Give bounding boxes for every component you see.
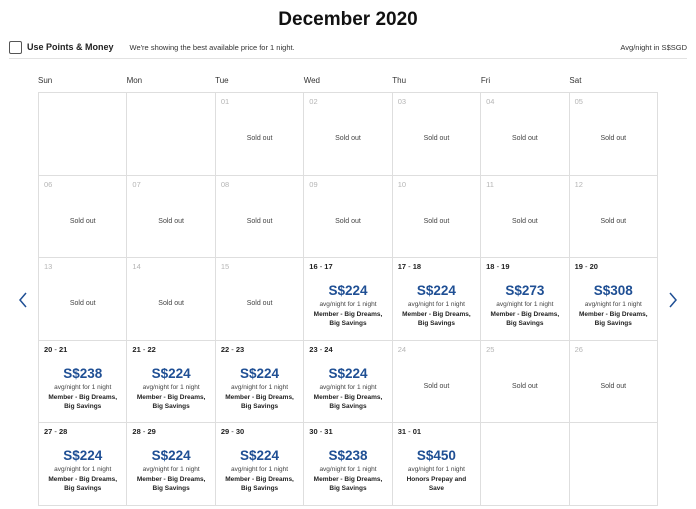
check-in-date: 23 bbox=[309, 344, 318, 354]
check-in-date: 27 bbox=[44, 427, 53, 437]
use-points-label[interactable]: Use Points & Money bbox=[27, 42, 114, 52]
check-in-date: 20 bbox=[44, 344, 53, 354]
cell-date: 07 bbox=[132, 179, 141, 189]
calendar-cell[interactable] bbox=[39, 423, 127, 506]
avg-night-label: avg/night for 1 night bbox=[319, 383, 377, 391]
nightly-price: S$224 bbox=[240, 448, 280, 464]
check-out-date: 31 bbox=[324, 427, 333, 437]
check-in-date: 22 bbox=[220, 344, 230, 354]
cell-date: 04 bbox=[486, 97, 495, 106]
rate-plan-name: Member - Big Dreams, Big Savings bbox=[136, 393, 206, 410]
cell-date: 03 bbox=[397, 97, 407, 106]
calendar-cell bbox=[570, 93, 658, 176]
sold-out-label: Sold out bbox=[246, 217, 273, 225]
nightly-price: S$224 bbox=[151, 365, 191, 381]
cell-date: 14 bbox=[132, 262, 141, 272]
cell-date: 06 bbox=[44, 179, 53, 189]
weekday-tue: Tue bbox=[215, 76, 229, 85]
price-block bbox=[127, 449, 214, 493]
best-price-info: We're showing the best available price for 1 night. bbox=[129, 42, 295, 52]
chevron-left-icon[interactable] bbox=[16, 291, 30, 309]
price-block bbox=[39, 449, 126, 493]
cell-date-range bbox=[44, 345, 67, 354]
cell-date-range bbox=[221, 427, 244, 436]
nightly-price: S$308 bbox=[593, 283, 633, 299]
sold-out-label: Sold out bbox=[423, 217, 450, 225]
price-block bbox=[127, 367, 214, 411]
calendar-cell bbox=[481, 176, 569, 259]
rate-plan-name: Member - Big Dreams, Big Savings bbox=[313, 393, 383, 410]
cell-date-range bbox=[398, 427, 421, 436]
price-block bbox=[304, 367, 391, 411]
check-out-date: 24 bbox=[324, 344, 333, 354]
rate-plan-name: Member - Big Dreams, Big Savings bbox=[225, 393, 294, 410]
sold-out-label: Sold out bbox=[512, 217, 538, 225]
rate-plan-name: Member - Big Dreams, Big Savings bbox=[48, 476, 118, 493]
weekday-sun: Sun bbox=[38, 76, 53, 85]
calendar-cell[interactable] bbox=[481, 258, 569, 341]
rate-plan-name: Member - Big Dreams, Big Savings bbox=[313, 476, 383, 493]
nightly-price: S$224 bbox=[151, 448, 191, 464]
date-separator: - bbox=[52, 344, 60, 354]
date-separator: - bbox=[229, 427, 236, 437]
calendar-cell[interactable] bbox=[393, 423, 481, 506]
check-out-date: 17 bbox=[324, 262, 333, 272]
check-out-date: 22 bbox=[147, 344, 156, 354]
cell-date: 10 bbox=[397, 179, 407, 189]
calendar-cell[interactable] bbox=[304, 423, 392, 506]
calendar-cell bbox=[216, 176, 304, 259]
date-separator: - bbox=[406, 262, 413, 272]
check-out-date: 21 bbox=[59, 344, 68, 354]
date-separator: - bbox=[582, 262, 590, 272]
weekday-thu: Thu bbox=[392, 76, 407, 85]
month-title: December 2020 bbox=[278, 9, 418, 30]
price-block bbox=[304, 284, 391, 328]
calendar-cell bbox=[39, 176, 127, 259]
check-in-date: 21 bbox=[132, 344, 141, 354]
cell-date: 08 bbox=[220, 179, 230, 189]
price-block bbox=[216, 449, 303, 493]
calendar-cell bbox=[127, 258, 215, 341]
check-out-date: 30 bbox=[235, 427, 245, 437]
sold-out-label: Sold out bbox=[423, 135, 450, 142]
date-separator: - bbox=[52, 427, 60, 437]
avg-night-label: avg/night for 1 night bbox=[407, 466, 465, 474]
cell-date-range bbox=[398, 262, 421, 271]
rate-plan-name: Member - Big Dreams, Big Savings bbox=[136, 476, 206, 493]
calendar-cell[interactable] bbox=[570, 258, 658, 341]
calendar-cell[interactable] bbox=[39, 341, 127, 424]
calendar-cell[interactable] bbox=[216, 341, 304, 424]
cell-date-range bbox=[132, 345, 155, 354]
price-block bbox=[481, 284, 568, 328]
calendar-cell bbox=[39, 93, 127, 176]
avg-night-label: avg/night for 1 night bbox=[496, 301, 554, 309]
calendar-cell[interactable] bbox=[127, 341, 215, 424]
sold-out-label: Sold out bbox=[335, 135, 361, 142]
nightly-price: S$450 bbox=[416, 448, 456, 464]
avg-night-label: avg/night for 1 night bbox=[584, 301, 642, 309]
check-out-date: 20 bbox=[589, 262, 598, 272]
check-out-date: 01 bbox=[412, 427, 422, 437]
sold-out-label: Sold out bbox=[423, 382, 450, 390]
calendar-cell[interactable] bbox=[216, 423, 304, 506]
check-out-date: 28 bbox=[59, 427, 68, 437]
calendar-cell[interactable] bbox=[393, 258, 481, 341]
weekday-header bbox=[38, 76, 658, 86]
check-in-date: 31 bbox=[397, 427, 407, 437]
nightly-price: S$273 bbox=[505, 283, 545, 299]
date-separator: - bbox=[494, 262, 502, 272]
chevron-right-icon[interactable] bbox=[666, 291, 680, 309]
avg-night-label: avg/night for 1 night bbox=[231, 466, 289, 474]
price-block bbox=[393, 449, 480, 493]
calendar-cell bbox=[216, 258, 304, 341]
calendar-cell bbox=[481, 341, 569, 424]
weekday-wed: Wed bbox=[303, 76, 321, 85]
date-separator: - bbox=[317, 262, 325, 272]
cell-date: 25 bbox=[486, 344, 495, 354]
rate-plan-name: Honors Prepay and Save bbox=[406, 476, 467, 493]
cell-date: 12 bbox=[574, 179, 583, 189]
cell-date: 01 bbox=[220, 97, 230, 106]
sold-out-label: Sold out bbox=[512, 382, 538, 390]
calendar-cell bbox=[481, 423, 569, 506]
cell-date-range bbox=[309, 345, 332, 354]
nightly-price: S$238 bbox=[63, 365, 103, 381]
price-block bbox=[216, 367, 303, 411]
weekday-sat: Sat bbox=[569, 76, 582, 85]
calendar-cell bbox=[393, 93, 481, 176]
calendar-cell bbox=[570, 341, 658, 424]
calendar-grid bbox=[38, 92, 658, 506]
cell-date: 13 bbox=[44, 262, 53, 272]
rate-plan-name: Member - Big Dreams, Big Savings bbox=[402, 311, 471, 328]
check-out-date: 23 bbox=[235, 344, 245, 354]
calendar-cell bbox=[393, 176, 481, 259]
avg-night-label: avg/night for 1 night bbox=[319, 301, 377, 309]
sold-out-label: Sold out bbox=[335, 217, 361, 225]
nightly-price: S$224 bbox=[416, 283, 456, 299]
cell-date: 15 bbox=[220, 262, 230, 272]
check-in-date: 30 bbox=[309, 427, 318, 437]
rate-plan-name: Member - Big Dreams, Big Savings bbox=[48, 393, 118, 410]
price-block bbox=[570, 284, 657, 328]
price-block bbox=[393, 284, 480, 328]
use-points-checkbox[interactable] bbox=[9, 41, 22, 54]
nightly-price: S$224 bbox=[240, 365, 280, 381]
weekday-fri: Fri bbox=[480, 76, 491, 85]
sold-out-label: Sold out bbox=[69, 217, 96, 225]
check-out-date: 19 bbox=[501, 262, 510, 272]
calendar-cell bbox=[39, 258, 127, 341]
cell-date-range bbox=[221, 345, 244, 354]
avg-night-label: avg/night for 1 night bbox=[142, 383, 200, 391]
check-out-date: 29 bbox=[147, 427, 156, 437]
header-divider bbox=[9, 58, 687, 59]
sold-out-label: Sold out bbox=[600, 382, 627, 390]
cell-date: 24 bbox=[397, 344, 407, 354]
cell-date-range bbox=[132, 427, 155, 436]
date-separator: - bbox=[317, 344, 325, 354]
options-bar bbox=[9, 38, 687, 56]
check-out-date: 18 bbox=[412, 262, 422, 272]
weekday-mon: Mon bbox=[126, 76, 143, 85]
calendar-cell bbox=[570, 176, 658, 259]
rate-plan-name: Member - Big Dreams, Big Savings bbox=[578, 311, 648, 328]
sold-out-label: Sold out bbox=[600, 217, 627, 225]
sold-out-label: Sold out bbox=[512, 135, 538, 142]
date-separator: - bbox=[406, 427, 413, 437]
calendar-cell bbox=[570, 423, 658, 506]
check-in-date: 16 bbox=[309, 262, 318, 272]
calendar-cell[interactable] bbox=[127, 423, 215, 506]
date-separator: - bbox=[317, 427, 325, 437]
date-separator: - bbox=[140, 427, 148, 437]
check-in-date: 19 bbox=[574, 262, 583, 272]
currency-note: Avg/night in S$SGD bbox=[620, 42, 687, 52]
rate-plan-name: Member - Big Dreams, Big Savings bbox=[313, 311, 383, 328]
nightly-price: S$224 bbox=[328, 283, 368, 299]
avg-night-label: avg/night for 1 night bbox=[319, 466, 377, 474]
cell-date: 26 bbox=[574, 344, 583, 354]
sold-out-label: Sold out bbox=[246, 300, 273, 308]
rate-plan-name: Member - Big Dreams, Big Savings bbox=[490, 311, 560, 328]
check-in-date: 18 bbox=[486, 262, 495, 272]
cell-date: 09 bbox=[309, 179, 318, 189]
nightly-price: S$238 bbox=[328, 448, 368, 464]
avg-night-label: avg/night for 1 night bbox=[231, 383, 289, 391]
cell-date-range bbox=[309, 262, 332, 271]
cell-date: 11 bbox=[486, 179, 494, 189]
cell-date-range bbox=[44, 427, 67, 436]
cell-date: 05 bbox=[574, 97, 583, 106]
cell-date: 02 bbox=[309, 97, 318, 106]
check-in-date: 17 bbox=[397, 262, 407, 272]
calendar-cell[interactable] bbox=[304, 258, 392, 341]
date-separator: - bbox=[140, 344, 148, 354]
sold-out-label: Sold out bbox=[158, 300, 184, 308]
sold-out-label: Sold out bbox=[600, 135, 627, 142]
cell-date-range bbox=[309, 427, 332, 436]
cell-date-range bbox=[575, 262, 598, 271]
avg-night-label: avg/night for 1 night bbox=[142, 466, 200, 474]
calendar-cell bbox=[393, 341, 481, 424]
avg-night-label: avg/night for 1 night bbox=[54, 466, 112, 474]
price-block bbox=[304, 449, 391, 493]
calendar-cell bbox=[304, 176, 392, 259]
calendar-cell bbox=[127, 93, 215, 176]
avg-night-label: avg/night for 1 night bbox=[54, 383, 112, 391]
sold-out-label: Sold out bbox=[158, 217, 184, 225]
calendar-cell bbox=[216, 93, 304, 176]
cell-date-range bbox=[486, 262, 509, 271]
sold-out-label: Sold out bbox=[246, 135, 273, 142]
nightly-price: S$224 bbox=[63, 448, 103, 464]
sold-out-label: Sold out bbox=[69, 300, 96, 308]
nightly-price: S$224 bbox=[328, 365, 368, 381]
check-in-date: 28 bbox=[132, 427, 141, 437]
rate-plan-name: Member - Big Dreams, Big Savings bbox=[225, 476, 294, 493]
avg-night-label: avg/night for 1 night bbox=[407, 301, 465, 309]
date-separator: - bbox=[229, 344, 236, 354]
check-in-date: 29 bbox=[220, 427, 230, 437]
price-block bbox=[39, 367, 126, 411]
calendar-cell bbox=[304, 93, 392, 176]
calendar-cell bbox=[127, 176, 215, 259]
calendar-cell bbox=[481, 93, 569, 176]
calendar-cell[interactable] bbox=[304, 341, 392, 424]
